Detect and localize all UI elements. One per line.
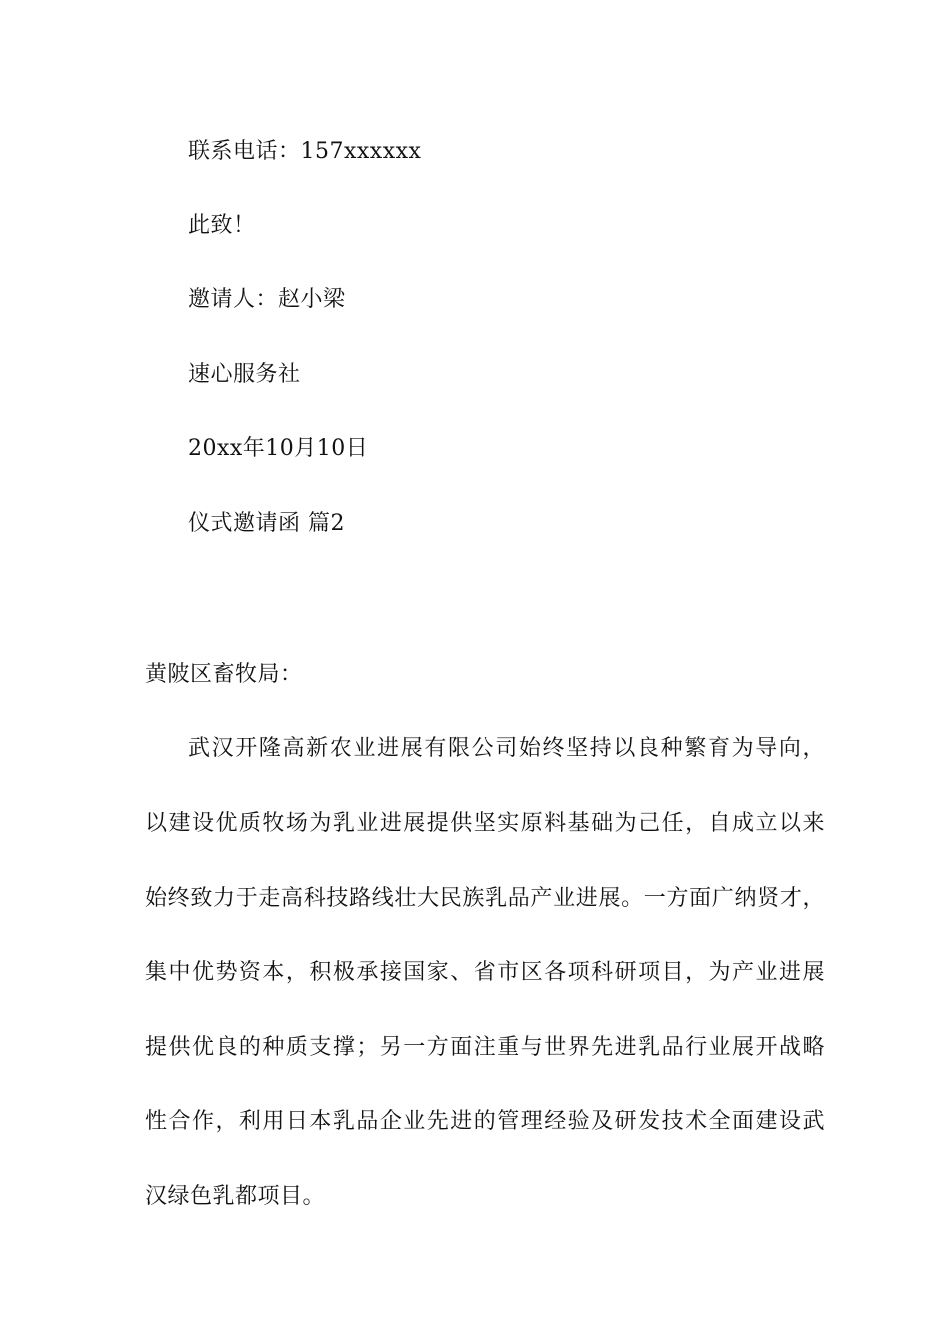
paragraph-line: 提供优良的种质支撑；另一方面注重与世界先进乳品行业展开战略 — [145, 1035, 825, 1060]
closing-phrase: 此致！ — [188, 213, 256, 238]
section-title: 仪式邀请函 篇2 — [188, 511, 345, 536]
paragraph-line: 武汉开隆高新农业进展有限公司始终坚持以良种繁育为导向， — [188, 736, 825, 761]
organization-name: 速心服务社 — [188, 362, 301, 387]
recipient-line: 黄陂区畜牧局： — [145, 662, 303, 687]
inviter-signature: 邀请人：赵小梁 — [188, 287, 346, 312]
paragraph-line: 集中优势资本，积极承接国家、省市区各项科研项目，为产业进展 — [145, 960, 825, 985]
paragraph-line: 始终致力于走高科技路线壮大民族乳品产业进展。一方面广纳贤才， — [145, 886, 825, 911]
paragraph-line: 性合作，利用日本乳品企业先进的管理经验及研发技术全面建设武 — [145, 1109, 825, 1134]
letter-date: 20xx年10月10日 — [188, 436, 369, 461]
paragraph-line: 汉绿色乳都项目。 — [145, 1184, 326, 1209]
paragraph-line: 以建设优质牧场为乳业进展提供坚实原料基础为己任，自成立以来 — [145, 811, 825, 836]
contact-phone: 联系电话：157xxxxxx — [188, 139, 422, 164]
